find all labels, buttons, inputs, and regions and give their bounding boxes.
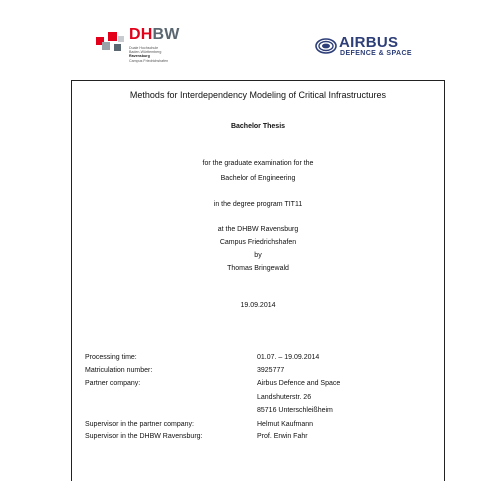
detail-value: 3925777 — [257, 367, 285, 374]
thesis-type: Bachelor Thesis — [230, 123, 286, 130]
detail-row-company-supervisor — [85, 420, 415, 430]
detail-label: Supervisor in the DHBW Ravensburg: — [85, 433, 203, 440]
institution-line-1: at the DHBW Ravensburg — [217, 226, 299, 233]
submission-date: 19.09.2014 — [240, 302, 276, 309]
detail-label: Supervisor in the partner company: — [85, 421, 194, 428]
dhbw-wordmark-bw: BW — [152, 26, 180, 43]
detail-row-matriculation-number — [85, 366, 415, 376]
detail-label: Partner company: — [85, 380, 141, 387]
airbus-tagline: DEFENCE & SPACE — [340, 50, 412, 57]
purpose-line-2: Bachelor of Engineering — [220, 175, 296, 182]
dhbw-sub-line4: Campus Friedrichshafen — [129, 58, 169, 63]
dhbw-sub-line3: Ravensburg — [129, 54, 150, 59]
program-line: in the degree program TIT11 — [213, 201, 303, 208]
airbus-logo — [315, 34, 465, 60]
purpose-line-1: for the graduate examination for the — [202, 160, 314, 167]
detail-row-partner-company — [85, 379, 415, 389]
by-line: by — [254, 252, 262, 259]
dhbw-sub-line1: Duale Hochschule — [129, 46, 159, 50]
detail-row-partner-street — [85, 393, 415, 403]
detail-value: 85716 Unterschleißheim — [257, 407, 333, 414]
dhbw-subtitle — [129, 46, 168, 63]
dhbw-wordmark — [129, 27, 180, 43]
author-name: Thomas Bringewald — [227, 265, 289, 272]
detail-label: Processing time: — [85, 354, 137, 361]
detail-value: Prof. Erwin Fahr — [257, 433, 308, 440]
dhbw-wordmark-dh: DH — [129, 26, 153, 43]
detail-row-dhbw-supervisor — [85, 432, 415, 442]
airbus-emblem-icon — [315, 35, 337, 57]
detail-value: Airbus Defence and Space — [257, 380, 341, 387]
detail-row-processing-time — [85, 353, 415, 363]
detail-row-partner-city — [85, 406, 415, 416]
dhbw-logo — [96, 26, 206, 66]
airbus-wordmark: AIRBUS — [339, 34, 399, 51]
thesis-title: Methods for Interdependency Modeling of Critical Infrastructures — [129, 90, 387, 100]
dhbw-sub-line2: Baden-Württemberg — [129, 50, 162, 55]
detail-value: Landshuterstr. 26 — [257, 394, 312, 401]
detail-label: Matriculation number: — [85, 367, 153, 374]
detail-value: 01.07. – 19.09.2014 — [257, 354, 320, 361]
detail-value: Helmut Kaufmann — [257, 421, 314, 428]
dhbw-emblem-icon — [96, 30, 128, 56]
institution-line-2: Campus Friedrichshafen — [219, 239, 297, 246]
